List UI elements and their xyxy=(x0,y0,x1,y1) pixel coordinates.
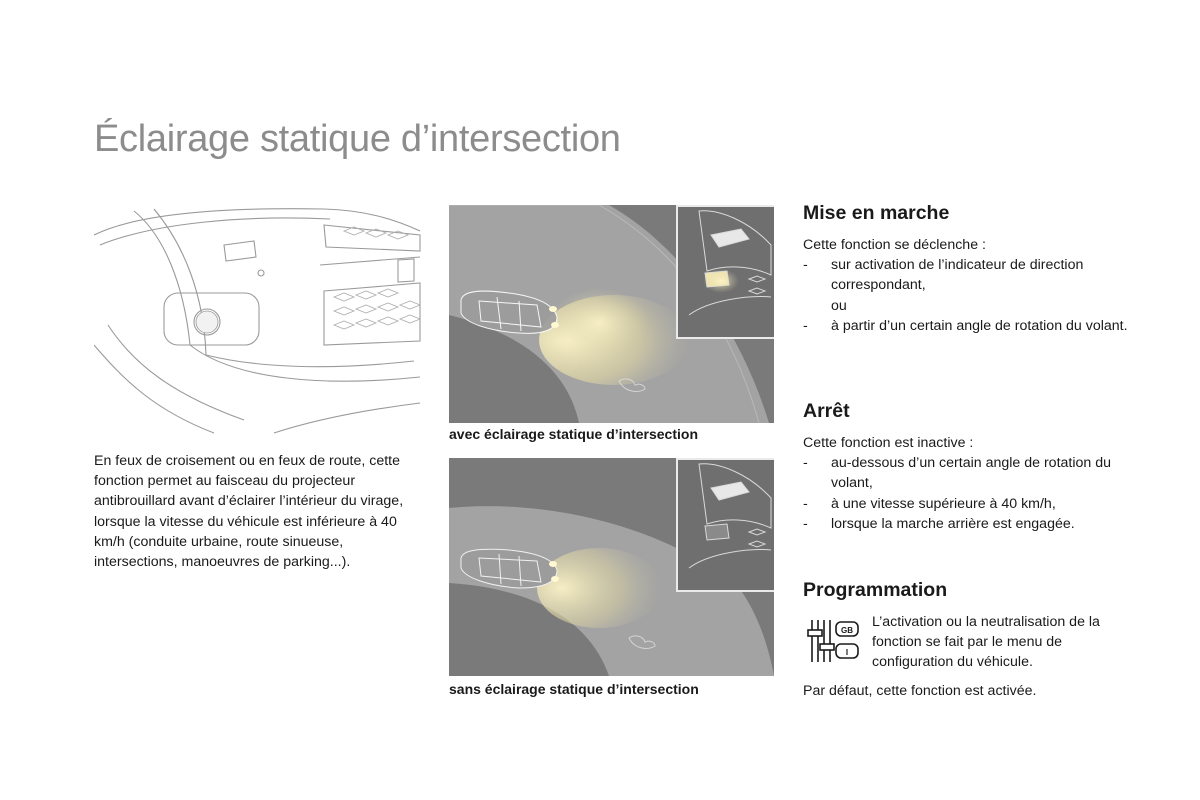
section-programmation xyxy=(803,579,1133,674)
list-item: - à partir d’un certain angle de rotation du volant. xyxy=(803,317,1128,334)
caption-with: avec éclairage statique d’intersection xyxy=(449,426,698,442)
list-item: - sur activation de l’indicateur de direction correspondant, xyxy=(803,257,1084,294)
heading-arret: Arrêt xyxy=(803,400,850,422)
settings-menu-icon xyxy=(806,616,862,664)
icon-label-gb: GB xyxy=(841,626,853,635)
programmation-text: L’activation ou la neutralisation de la fonction se fait par le menu de configuration du véhicule. xyxy=(872,614,1100,671)
section-arret xyxy=(803,400,1133,534)
illustration-with-cornering-light xyxy=(449,205,774,423)
intro-paragraph: En feux de croisement ou en feux de route, cette fonction permet au faisceau du projecteur antibrouillard avant d’éclairer l’intérieur du virage, lorsque la vitesse du véhicule est inférieure à 40 km/h (conduite urbaine, route sinueuse, intersections, manoeuvres de parking...). xyxy=(94,453,404,571)
illustration-without-cornering-light xyxy=(449,458,774,676)
fog-lamp-illustration xyxy=(94,205,422,435)
page-title: Éclairage statique d’intersection xyxy=(94,118,621,160)
list-item: - lorsque la marche arrière est engagée. xyxy=(803,515,1075,532)
programmation-default: Par défaut, cette fonction est activée. xyxy=(803,683,1037,699)
list-item: - à une vitesse supérieure à 40 km/h, xyxy=(803,495,1056,512)
caption-without: sans éclairage statique d’intersection xyxy=(449,681,699,697)
mise-lead: Cette fonction se déclenche : xyxy=(803,237,986,253)
arret-lead: Cette fonction est inactive : xyxy=(803,435,974,451)
list-item: - au-dessous d’un certain angle de rotation du volant, xyxy=(803,455,1112,492)
icon-label-i: I xyxy=(845,648,849,657)
heading-programmation: Programmation xyxy=(803,579,948,601)
section-mise-en-marche xyxy=(803,202,1133,336)
mise-or: ou xyxy=(831,297,847,314)
heading-mise-en-marche: Mise en marche xyxy=(803,202,950,224)
